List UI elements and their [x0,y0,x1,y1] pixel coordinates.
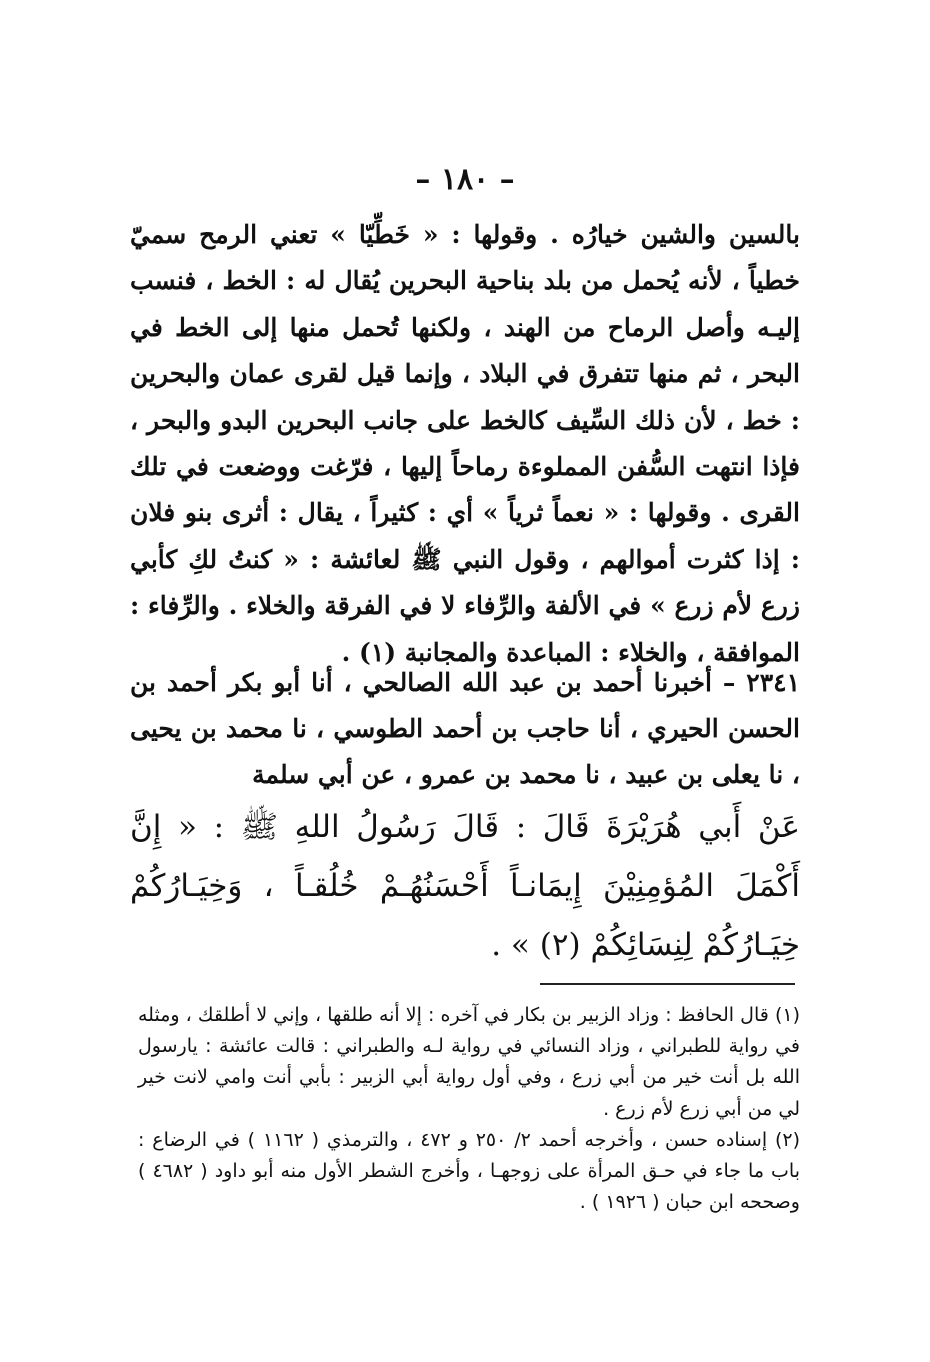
page-number: – ١٨٠ – [415,162,515,197]
footnote-divider [540,983,795,985]
hadith-paragraph: عَنْ أَبي هُرَيْرَةَ قَالَ : قَالَ رَسُولُ اللهِ ﷺ : « إِنَّ أَكْمَلَ المُؤمِنِيْنَ إِيمَانـاً أَحْسَنُهُـمْ خُلُقـاً ، وَخِيَـارُكُمْ خِيَـارُكُمْ لِنِسَائِكُمْ (٢) » . [130,809,800,963]
commentary-text [130,212,800,676]
footnote-2: (٢) إسناده حسن ، وأخرجه أحمد ٢/ ٢٥٠ و ٤٧٢ ، والترمذي ( ١١٦٢ ) في الرضاع : باب ما جاء في حـق المرأة على زوجهـا ، وأخرج الشطر الأول منه أبو داود ( ٤٦٨٢ ) وصححه ابن حبان ( ١٩٢٦ ) . [138,1128,801,1214]
hadith-isnad [130,660,800,798]
commentary-paragraph: بالسين والشين خيارُه . وقولها : « خَطِّيّا » تعني الرمح سميّ خطياً ، لأنه يُحمل من بلد بناحية البحرين يُقال له : الخط ، فنسب إليـه وأصل الرماح من الهند ، ولكنها تُحمل منها إلى الخط في البحر ، ثم منها تتفرق في البلاد ، وإنما قيل لقرى عمان والبحرين : خط ، لأن ذلك السِّيف كالخط على جانب البحرين البدو والبحر ، فإذا انتهت السُّفن المملوءة رماحاً إليها ، فرّغت ووضعت في تلك القرى . وقولها : « نعماً ثرياً » أي : كثيراً ، يقال : أثرى بنو فلان : إذا كثرت أموالهم ، وقول النبي ﷺ لعائشة : « كنتُ لكِ كأبي زرع لأم زرع » في الألفة والرِّفاء لا في الفرقة والخلاء . والرِّفاء : الموافقة ، والخلاء : المباعدة والمجانبة (١) . [130,220,800,667]
hadith-matn [130,798,800,975]
footnotes [138,1000,800,1218]
isnad-paragraph: ٢٣٤١ – أخبرنا أحمد بن عبد الله الصالحي ، أنا أبو بكر أحمد بن الحسن الحيري ، أنا حاجب بن أحمد الطوسي ، نا محمد بن يحيى ، نا يعلى بن عبيد ، نا محمد بن عمرو ، عن أبي سلمة [130,668,800,789]
footnote-1: (١) قال الحافظ : وزاد الزبير بن بكار في آخره : إلا أنه طلقها ، وإني لا أطلقك ، ومثله في رواية للطبراني ، وزاد النسائي في رواية لـه والطبراني : قالت عائشة : يارسول الله بل أنت خير من أبي زرع ، وفي أول رواية أبي الزبير : بأبي أنت وامي لانت خير لي من أبي زرع لأم زرع . [138,1004,800,1120]
